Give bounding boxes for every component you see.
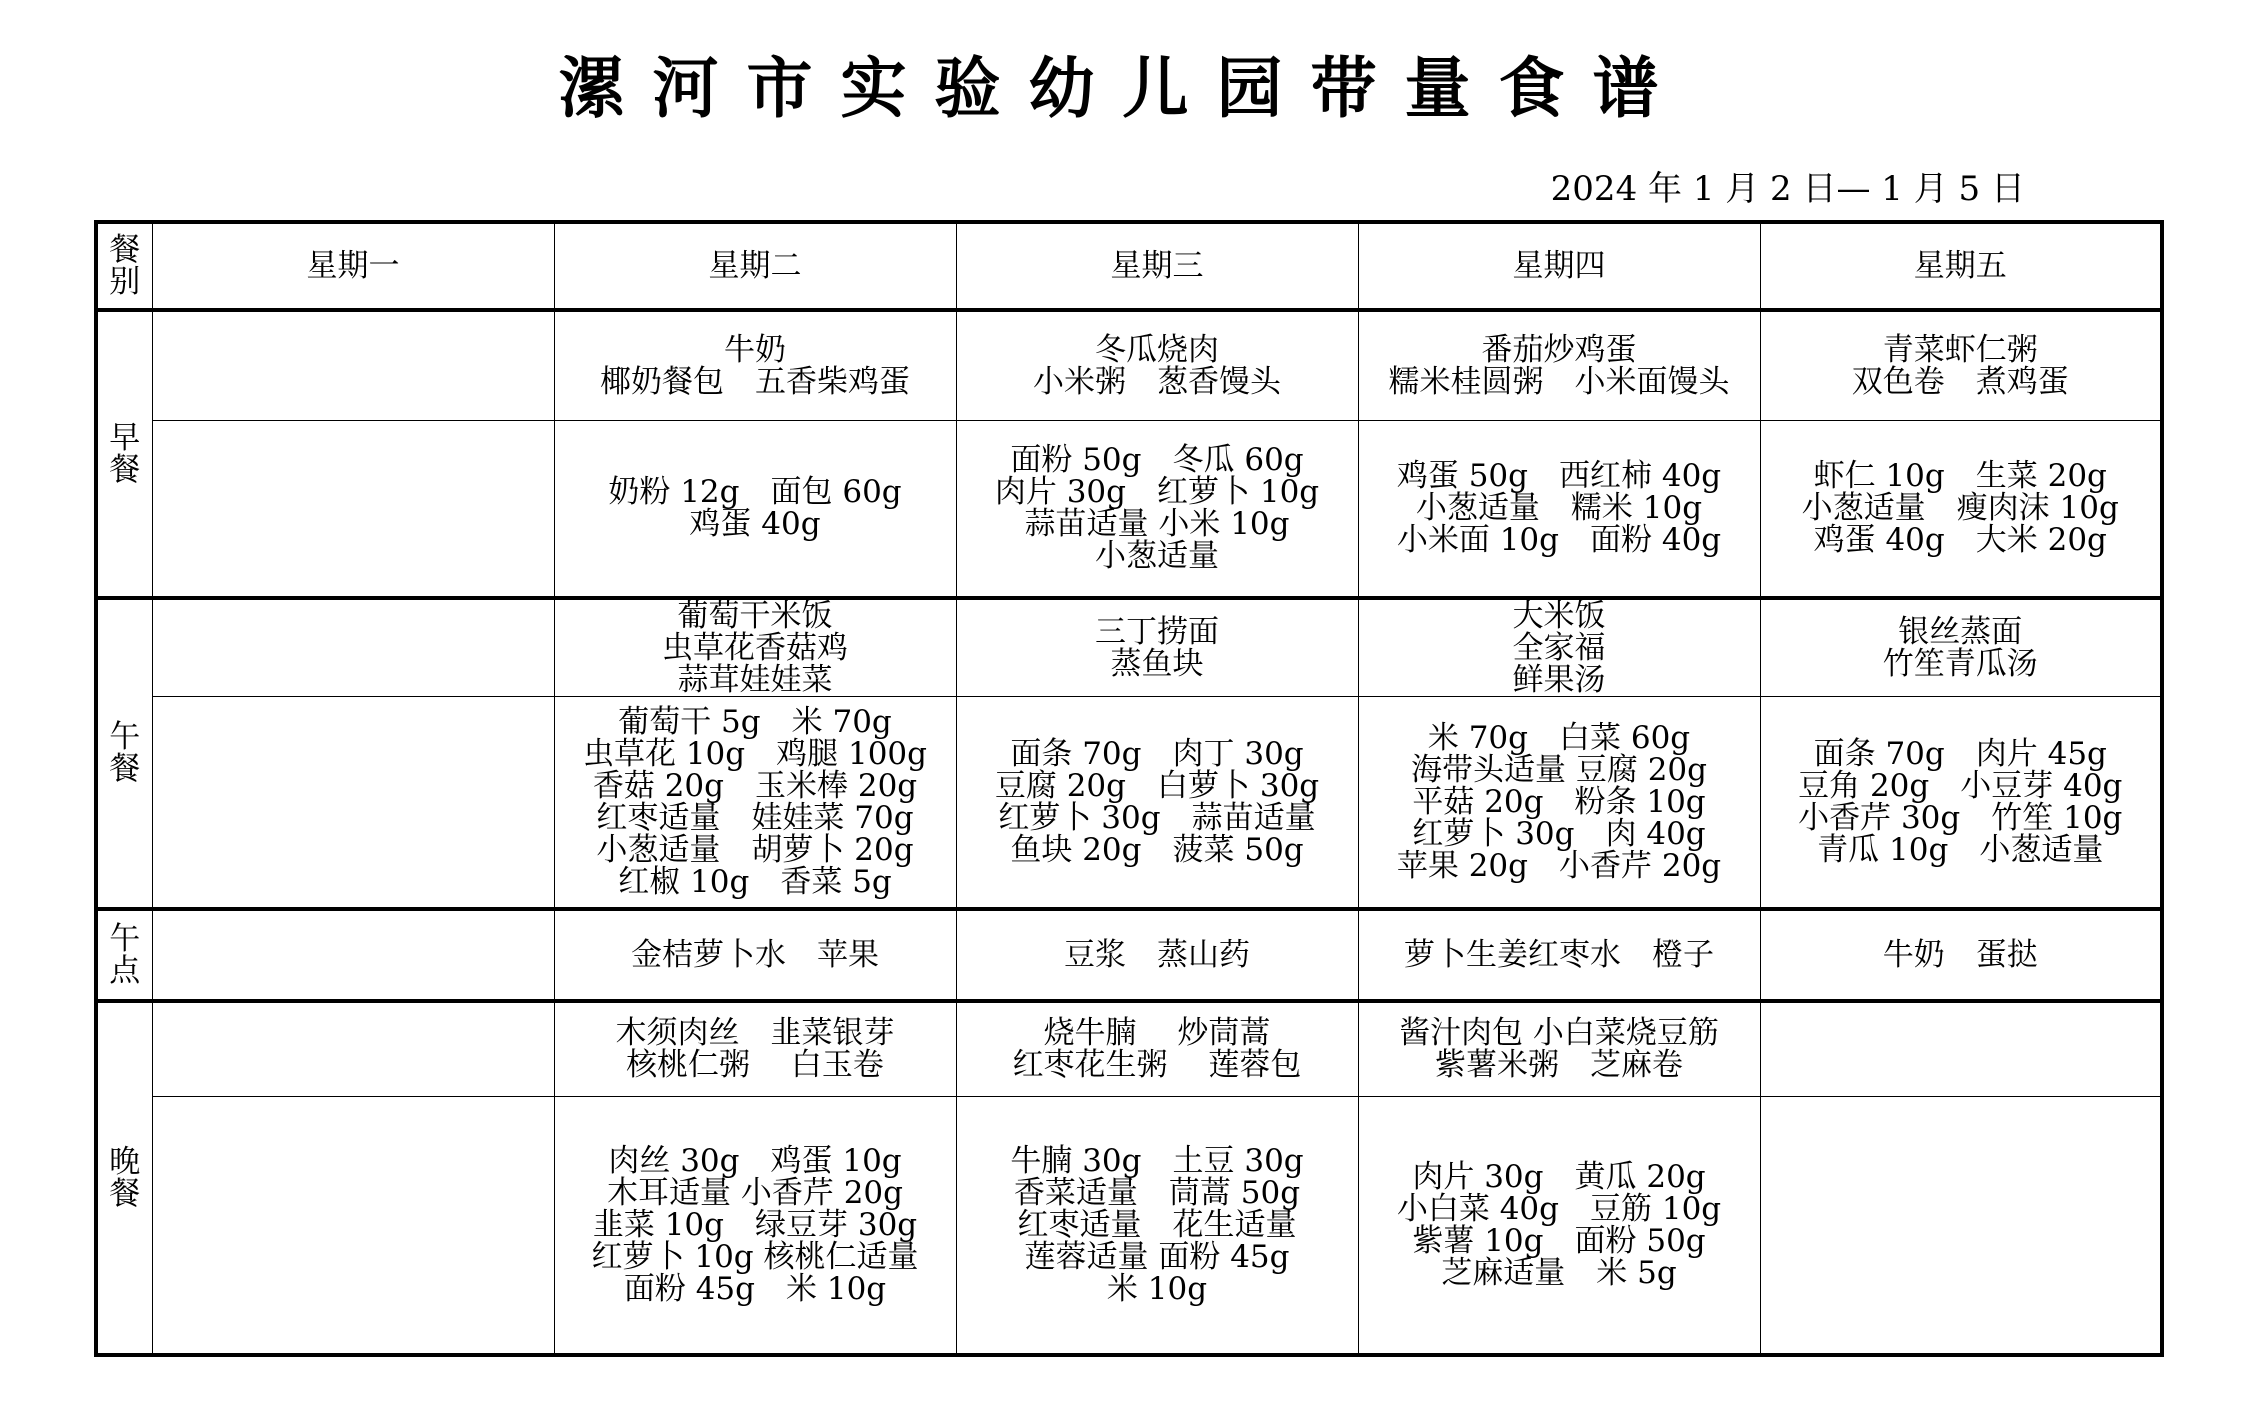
lunch-dishes-monday	[152, 598, 554, 697]
cell-line: 竹笙青瓜汤	[1882, 646, 2038, 682]
cell-line: 全家福	[1512, 630, 1606, 666]
lunch-ingredients-wednesday	[956, 697, 1358, 909]
cell-line: 椰奶餐包 五香柴鸡蛋	[600, 363, 910, 400]
lunch-dishes-thursday	[1358, 598, 1760, 697]
dinner-ingredients-row	[96, 1097, 2162, 1355]
cell-line: 芝麻适量 米 5g	[1441, 1254, 1677, 1291]
cell-line: 糯米桂圆粥 小米面馒头	[1388, 363, 1730, 400]
lunch-ingredients-tuesday	[554, 697, 956, 909]
dinner-ingredients-wednesday	[956, 1097, 1358, 1355]
cell-line: 番茄炒鸡蛋	[1481, 331, 1637, 368]
cell-line: 面粉 50g 冬瓜 60g	[1010, 442, 1304, 479]
meal-label-snack: 午 点	[96, 909, 152, 1001]
breakfast-ingredients-thursday	[1358, 420, 1760, 598]
cell-line: 红枣花生粥 莲蓉包	[1012, 1047, 1302, 1084]
breakfast-ingredients-tuesday	[554, 420, 956, 598]
meal-label-breakfast: 早 餐	[96, 310, 152, 598]
snack-friday: 牛奶 蛋挞	[1760, 909, 2162, 1001]
cell-line: 面粉 45g 米 10g	[623, 1270, 887, 1307]
cell-line: 红椒 10g 香菜 5g	[618, 863, 892, 900]
dinner-dishes-row	[96, 1001, 2162, 1097]
cell-line: 海带头适量 豆腐 20g	[1411, 751, 1707, 788]
cell-line: 鲜果汤	[1512, 662, 1606, 698]
dinner-dishes-thursday	[1358, 1001, 1760, 1097]
breakfast-dishes-thursday	[1358, 310, 1760, 420]
cell-line: 红萝卜 10g 核桃仁适量	[591, 1238, 919, 1275]
breakfast-dishes-friday	[1760, 310, 2162, 420]
meal-column-header: 餐 别	[96, 222, 152, 310]
breakfast-ingredients-row	[96, 420, 2162, 598]
cell-line: 蒜茸娃娃菜	[677, 662, 833, 698]
cell-line: 红枣适量 花生适量	[1017, 1206, 1297, 1243]
cell-line: 烧牛腩 炒茼蒿	[1043, 1015, 1271, 1052]
cell-line: 米 70g 白菜 60g	[1427, 719, 1691, 756]
breakfast-dishes-row	[96, 310, 2162, 420]
cell-line: 木须肉丝 韭菜银芽	[615, 1015, 895, 1052]
cell-line: 豆角 20g 小豆芽 40g	[1798, 767, 2123, 804]
cell-line: 肉丝 30g 鸡蛋 10g	[608, 1142, 902, 1179]
cell-line: 酱汁肉包 小白菜烧豆筋	[1399, 1015, 1719, 1052]
meal-label-lunch: 午 餐	[96, 598, 152, 909]
cell-line: 青菜虾仁粥	[1882, 331, 2038, 368]
cell-line: 银丝蒸面	[1898, 614, 2023, 650]
lunch-dishes-wednesday	[956, 598, 1358, 697]
cell-line: 小葱适量 瘦肉沫 10g	[1801, 490, 2119, 527]
cell-line: 虫草花香菇鸡	[662, 630, 848, 666]
day-header-monday: 星期一	[152, 222, 554, 310]
header-row	[96, 222, 2162, 310]
breakfast-ingredients-wednesday	[956, 420, 1358, 598]
snack-thursday: 萝卜生姜红枣水 橙子	[1358, 909, 1760, 1001]
cell-line: 奶粉 12g 面包 60g	[608, 474, 902, 511]
cell-line: 蒜苗适量 小米 10g	[1024, 506, 1290, 543]
cell-line: 虾仁 10g 生菜 20g	[1813, 458, 2107, 495]
lunch-dishes-friday	[1760, 598, 2162, 697]
cell-line: 青瓜 10g 小葱适量	[1817, 831, 2104, 868]
cell-line: 鸡蛋 40g 大米 20g	[1813, 522, 2107, 559]
cell-line: 肉片 30g 红萝卜 10g	[994, 474, 1320, 511]
cell-line: 葡萄干 5g 米 70g	[618, 703, 892, 740]
cell-line: 牛奶	[724, 331, 786, 368]
dinner-ingredients-monday	[152, 1097, 554, 1355]
cell-line: 小白菜 40g 豆筋 10g	[1396, 1190, 1722, 1227]
dinner-ingredients-thursday	[1358, 1097, 1760, 1355]
cell-line: 木耳适量 小香芹 20g	[607, 1174, 903, 1211]
cell-line: 苹果 20g 小香芹 20g	[1396, 847, 1722, 884]
cell-line: 鱼块 20g 菠菜 50g	[1010, 831, 1304, 868]
date-range: 2024 年 1 月 2 日— 1 月 5 日	[1550, 169, 2025, 209]
cell-line: 蒸鱼块	[1110, 646, 1204, 682]
cell-line: 鸡蛋 50g 西红柿 40g	[1396, 458, 1722, 495]
cell-line: 红萝卜 30g 蒜苗适量	[998, 799, 1316, 836]
breakfast-ingredients-monday	[152, 420, 554, 598]
breakfast-dishes-monday	[152, 310, 554, 420]
cell-line: 香菇 20g 玉米棒 20g	[592, 767, 918, 804]
cell-line: 虫草花 10g 鸡腿 100g	[582, 735, 927, 772]
cell-line: 莲蓉适量 面粉 45g	[1024, 1238, 1290, 1275]
day-header-wednesday: 星期三	[956, 222, 1358, 310]
cell-line: 冬瓜烧肉	[1095, 331, 1219, 368]
menu-table	[94, 220, 2164, 1357]
breakfast-dishes-tuesday	[554, 310, 956, 420]
dinner-dishes-tuesday	[554, 1001, 956, 1097]
day-header-tuesday: 星期二	[554, 222, 956, 310]
cell-line: 韭菜 10g 绿豆芽 30g	[592, 1206, 918, 1243]
snack-wednesday: 豆浆 蒸山药	[956, 909, 1358, 1001]
cell-line: 面条 70g 肉片 45g	[1813, 735, 2107, 772]
snack-tuesday: 金桔萝卜水 苹果	[554, 909, 956, 1001]
meal-label-dinner: 晚 餐	[96, 1001, 152, 1355]
cell-line: 小葱适量	[1095, 538, 1219, 575]
snack-monday	[152, 909, 554, 1001]
cell-line: 小香芹 30g 竹笙 10g	[1798, 799, 2123, 836]
breakfast-dishes-wednesday	[956, 310, 1358, 420]
dinner-dishes-friday	[1760, 1001, 2162, 1097]
cell-line: 平菇 20g 粉条 10g	[1412, 783, 1706, 820]
lunch-ingredients-friday	[1760, 697, 2162, 909]
lunch-ingredients-row	[96, 697, 2162, 909]
cell-line: 肉片 30g 黄瓜 20g	[1412, 1158, 1706, 1195]
cell-line: 红萝卜 30g 肉 40g	[1412, 815, 1706, 852]
cell-line: 豆腐 20g 白萝卜 30g	[994, 767, 1320, 804]
cell-line: 葡萄干米饭	[677, 598, 833, 634]
dinner-dishes-wednesday	[956, 1001, 1358, 1097]
cell-line: 大米饭	[1512, 598, 1606, 634]
cell-line: 米 10g	[1106, 1270, 1208, 1307]
dinner-ingredients-tuesday	[554, 1097, 956, 1355]
day-header-friday: 星期五	[1760, 222, 2162, 310]
cell-line: 面条 70g 肉丁 30g	[1010, 735, 1304, 772]
dinner-dishes-monday	[152, 1001, 554, 1097]
cell-line: 小米面 10g 面粉 40g	[1396, 522, 1722, 559]
lunch-dishes-tuesday	[554, 598, 956, 697]
cell-line: 紫薯 10g 面粉 50g	[1412, 1222, 1706, 1259]
cell-line: 双色卷 煮鸡蛋	[1851, 363, 2069, 400]
lunch-dishes-row	[96, 598, 2162, 697]
lunch-ingredients-thursday	[1358, 697, 1760, 909]
cell-line: 小米粥 葱香馒头	[1033, 363, 1281, 400]
cell-line: 紫薯米粥 芝麻卷	[1435, 1047, 1683, 1084]
cell-line: 核桃仁粥 白玉卷	[626, 1047, 884, 1084]
cell-line: 小葱适量 胡萝卜 20g	[596, 831, 914, 868]
cell-line: 牛腩 30g 土豆 30g	[1010, 1142, 1304, 1179]
breakfast-ingredients-friday	[1760, 420, 2162, 598]
dinner-ingredients-friday	[1760, 1097, 2162, 1355]
cell-line: 鸡蛋 40g	[689, 506, 821, 543]
lunch-ingredients-monday	[152, 697, 554, 909]
cell-line: 红枣适量 娃娃菜 70g	[596, 799, 914, 836]
day-header-thursday: 星期四	[1358, 222, 1760, 310]
cell-line: 小葱适量 糯米 10g	[1415, 490, 1703, 527]
page-title: 漯河市实验幼儿园带量食谱	[558, 49, 1687, 127]
cell-line: 香菜适量 茼蒿 50g	[1013, 1174, 1301, 1211]
cell-line: 三丁捞面	[1095, 614, 1219, 650]
snack-row	[96, 909, 2162, 1001]
